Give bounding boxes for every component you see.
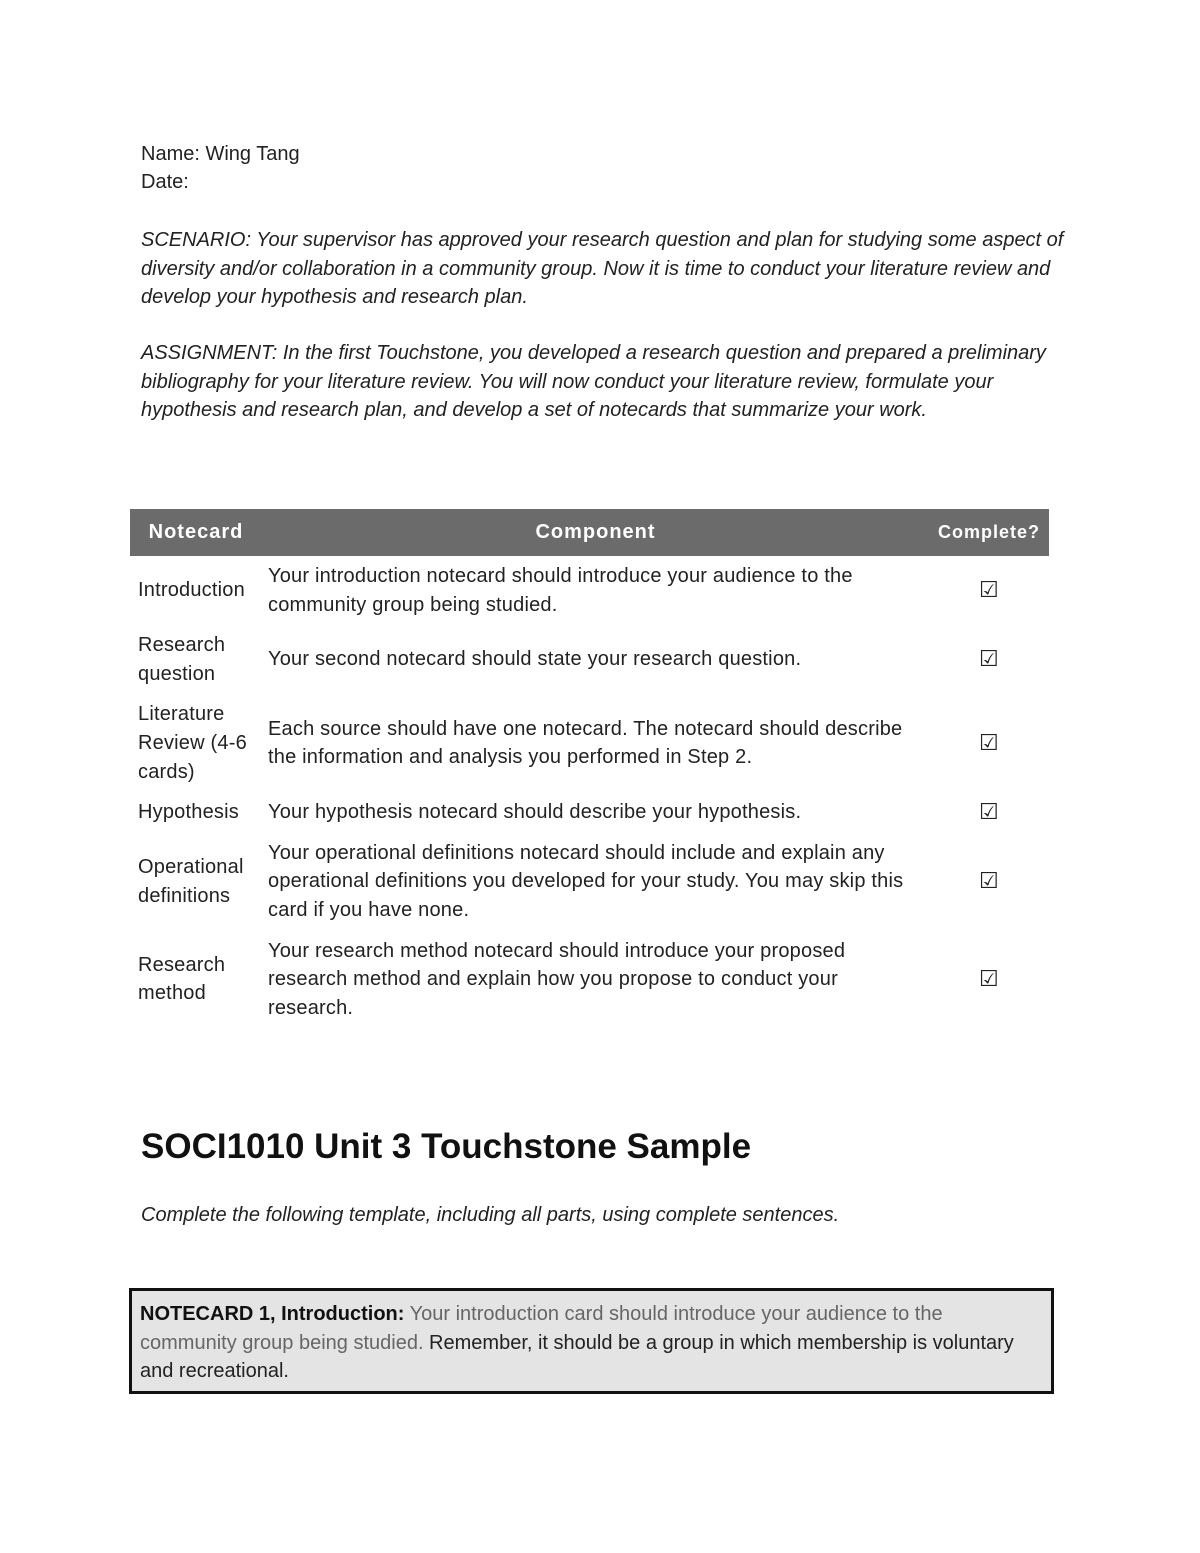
- page-title: SOCI1010 Unit 3 Touchstone Sample: [141, 1127, 752, 1166]
- table-row: [130, 931, 1049, 1029]
- table-row: [130, 833, 1049, 931]
- notecard-checklist-table: [130, 509, 1049, 1028]
- row-notecard: Research method: [138, 953, 226, 1005]
- table-row: [130, 556, 1049, 625]
- checkbox-checked-icon[interactable]: ☑: [979, 646, 999, 672]
- row-notecard: Literature Review (4-6 cards): [138, 703, 247, 783]
- header-component: Component: [535, 521, 656, 543]
- row-notecard: Hypothesis: [138, 801, 239, 824]
- row-notecard: Introduction: [138, 579, 245, 602]
- checkbox-checked-icon[interactable]: ☑: [979, 577, 999, 603]
- table-header-row: [130, 509, 1049, 556]
- scenario-paragraph: SCENARIO: Your supervisor has approved your research question and plan for studying some aspect of diversity and/or collaboration in a community group. Now it is time to conduct your literature review and develop your hypothesis and research plan.: [141, 229, 1064, 309]
- assignment-paragraph: ASSIGNMENT: In the first Touchstone, you developed a research question and prepared a preliminary bibliography for your literature review. You will now conduct your literature review, formulate your hypothesis and research plan, and develop a set of notecards that summarize your work.: [141, 342, 1046, 422]
- table-row: [130, 694, 1049, 792]
- notecard-1-prompt: Your introduction card should introduce your audience to the community group being studied.: [140, 1303, 943, 1354]
- checkbox-checked-icon[interactable]: ☑: [979, 868, 999, 894]
- checkbox-checked-icon[interactable]: ☑: [979, 799, 999, 825]
- row-component: Your research method notecard should introduce your proposed research method and explain how you propose to conduct your research.: [268, 939, 846, 1019]
- notecard-1-box[interactable]: [129, 1288, 1054, 1394]
- row-component: Your operational definitions notecard should include and explain any operational definitions you developed for your study. You may skip this card if you have none.: [268, 841, 904, 921]
- header-notecard: Notecard: [148, 521, 244, 543]
- row-notecard: Operational definitions: [138, 856, 244, 907]
- row-notecard: Research question: [138, 634, 226, 685]
- table-row: [130, 625, 1049, 694]
- row-component: Your second notecard should state your research question.: [268, 648, 802, 671]
- row-component: Your introduction notecard should introduce your audience to the community group being studied.: [268, 565, 853, 616]
- checkbox-checked-icon[interactable]: ☑: [979, 966, 999, 992]
- notecard-1-label: NOTECARD 1, Introduction:: [140, 1303, 405, 1325]
- checkbox-checked-icon[interactable]: ☑: [979, 729, 999, 755]
- date-line: Date:: [141, 171, 189, 193]
- row-component: Each source should have one notecard. The notecard should describe the information and analysis you performed in Step 2.: [268, 717, 903, 769]
- name-line: Name: Wing Tang: [141, 143, 300, 165]
- template-instruction: Complete the following template, including all parts, using complete sentences.: [141, 1204, 840, 1226]
- notecard-1-reminder: Remember, it should be a group in which membership is voluntary and recreational.: [140, 1331, 1014, 1383]
- header-complete: Complete?: [937, 522, 1040, 542]
- row-component: Your hypothesis notecard should describe your hypothesis.: [268, 801, 802, 824]
- table-row: [130, 792, 1049, 833]
